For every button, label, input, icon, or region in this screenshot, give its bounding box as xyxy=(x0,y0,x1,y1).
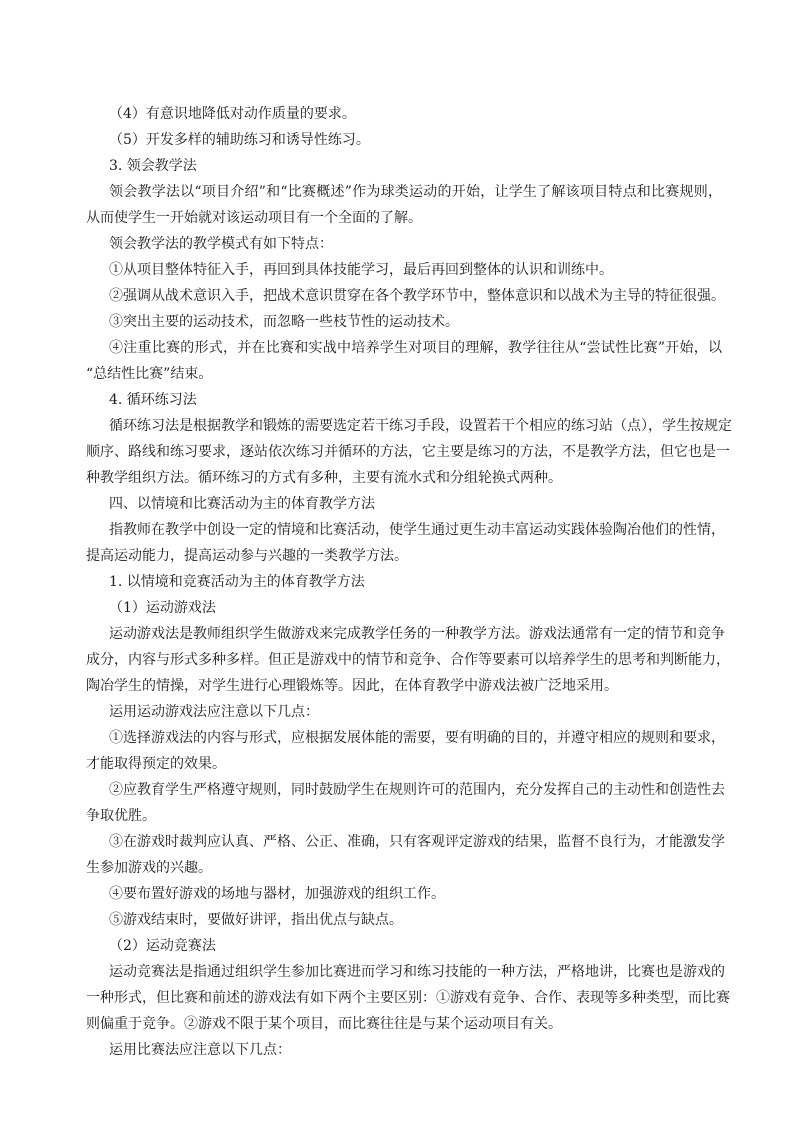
text-line: 成分，内容与形式多种多样。但正是游戏中的情节和竞争、合作等要素可以培养学生的思考和判断能力， xyxy=(86,652,730,668)
text-line: 领会教学法的教学模式有如下特点： xyxy=(109,236,333,252)
text-line: “总结性比赛”结束。 xyxy=(86,366,213,382)
text-line: （5）开发多样的辅助练习和诱导性练习。 xyxy=(109,132,370,148)
section-heading: 1. 以情境和竞赛活动为主的体育教学方法 xyxy=(109,574,365,590)
text-line: ④要布置好游戏的场地与器材，加强游戏的组织工作。 xyxy=(109,886,445,902)
text-line: ③突出主要的运动技术，而忽略一些枝节性的运动技术。 xyxy=(109,314,459,330)
section-heading: 四、以情境和比赛活动为主的体育教学方法 xyxy=(109,496,375,512)
text-line: 领会教学法以“项目介绍”和“比赛概述”作为球类运动的开始，让学生了解该项目特点和比赛规则， xyxy=(109,184,722,200)
text-line: 运动竞赛法是指通过组织学生参加比赛进而学习和练习技能的一种方法，严格地讲，比赛也是游戏的 xyxy=(109,964,725,980)
text-line: 陶冶学生的情操，对学生进行心理锻炼等。因此，在体育教学中游戏法被广泛地采用。 xyxy=(86,678,618,694)
text-line: ③在游戏时裁判应认真、严格、公正、准确，只有客观评定游戏的结果，监督不良行为，才能激发学 xyxy=(109,834,725,850)
text-line: ②应教育学生严格遵守规则，同时鼓励学生在规则许可的范围内，充分发挥自己的主动性和创造性去 xyxy=(109,782,725,798)
text-line: 指教师在教学中创设一定的情境和比赛活动，使学生通过更生动丰富运动实践体验陶冶他们的性情， xyxy=(109,522,725,538)
text-line: 循环练习法是根据教学和锻炼的需要选定若干练习手段，设置若干个相应的练习站（点），学生按规定 xyxy=(109,418,732,434)
text-line: ②强调从战术意识入手，把战术意识贯穿在各个教学环节中，整体意识和以战术为主导的特征很强。 xyxy=(109,288,725,304)
subsection-heading: （2）运动竞赛法 xyxy=(109,938,216,954)
text-line: 从而使学生一开始就对该运动项目有一个全面的了解。 xyxy=(86,210,422,226)
text-line: 运动游戏法是教师组织学生做游戏来完成教学任务的一种教学方法。游戏法通常有一定的情节和竞争 xyxy=(109,626,725,642)
text-line: ④注重比赛的形式，并在比赛和实战中培养学生对项目的理解，教学往往从“尝试性比赛”开始，以 xyxy=(109,340,722,356)
section-heading: 4. 循环练习法 xyxy=(109,392,197,408)
text-line: 提高运动能力，提高运动参与兴趣的一类教学方法。 xyxy=(86,548,408,564)
text-line: 运用运动游戏法应注意以下几点： xyxy=(109,704,319,720)
text-line: ①从项目整体特征入手，再回到具体技能学习，最后再回到整体的认识和训练中。 xyxy=(109,262,613,278)
text-line: 才能取得预定的效果。 xyxy=(86,756,226,772)
text-line: ①选择游戏法的内容与形式，应根据发展体能的需要，要有明确的目的，并遵守相应的规则和要求， xyxy=(109,730,725,746)
text-line: ⑤游戏结束时，要做好讲评，指出优点与缺点。 xyxy=(109,912,403,928)
text-line: 生参加游戏的兴趣。 xyxy=(86,860,212,876)
text-line: 争取优胜。 xyxy=(86,808,156,824)
text-line: 一种形式，但比赛和前述的游戏法有如下两个主要区别：①游戏有竞争、合作、表现等多种类型，而比赛 xyxy=(86,990,730,1006)
text-line: 种教学组织方法。循环练习的方式有多种，主要有流水式和分组轮换式两种。 xyxy=(86,470,562,486)
text-line: 运用比赛法应注意以下几点： xyxy=(109,1042,291,1058)
text-line: 则偏重于竞争。②游戏不限于某个项目，而比赛往往是与某个运动项目有关。 xyxy=(86,1016,562,1032)
text-line: 顺序、路线和练习要求，逐站依次练习并循环的方法，它主要是练习的方法，不是教学方法，但它也是一 xyxy=(86,444,730,460)
section-heading: 3. 领会教学法 xyxy=(109,158,197,174)
subsection-heading: （1）运动游戏法 xyxy=(109,600,216,616)
text-line: （4）有意识地降低对动作质量的要求。 xyxy=(109,106,356,122)
